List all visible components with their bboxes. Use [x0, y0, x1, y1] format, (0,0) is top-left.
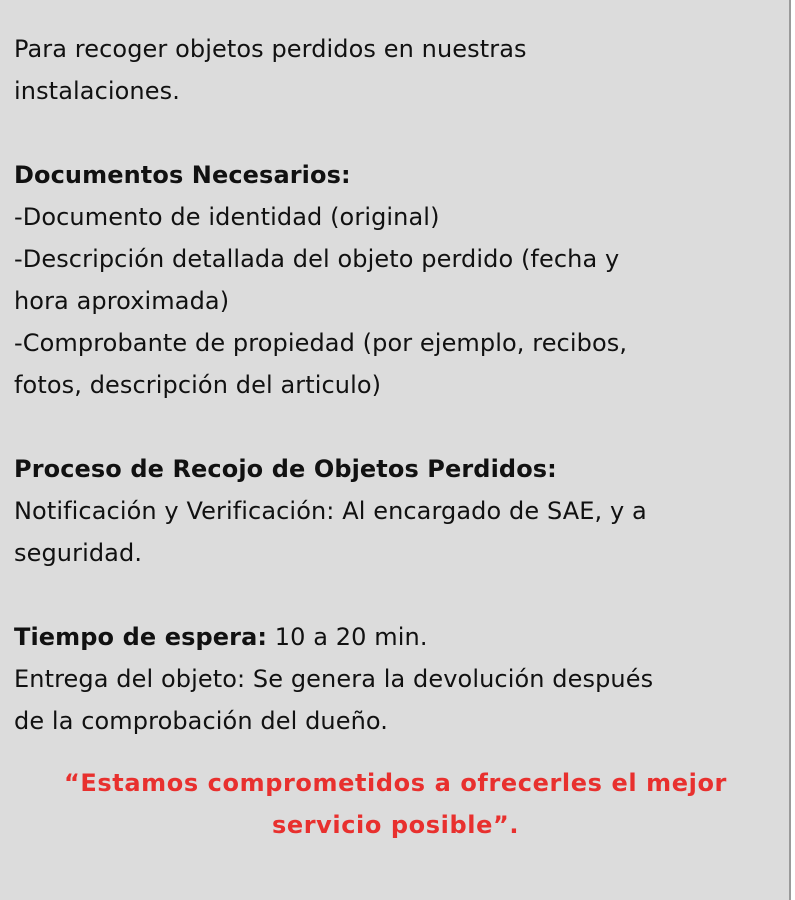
- process-heading: Proceso de Recojo de Objetos Perdidos:: [14, 455, 557, 483]
- spacer: [14, 406, 777, 448]
- wait-time-row: [14, 616, 777, 658]
- wait-time-label: Tiempo de espera:: [14, 623, 268, 651]
- documents-line: hora aproximada): [14, 287, 230, 315]
- service-quote: [0, 762, 791, 846]
- documents-heading: Documentos Necesarios:: [14, 161, 351, 189]
- quote-line-2: servicio posible”.: [271, 811, 520, 839]
- wait-time-value: 10 a 20 min.: [267, 623, 428, 651]
- documents-line: -Descripción detallada del objeto perdido (fecha y: [14, 245, 620, 273]
- spacer: [14, 112, 777, 154]
- quote-line-1: “Estamos comprometidos a ofrecerles el mejor: [64, 769, 727, 797]
- process-line: Notificación y Verificación: Al encargado de SAE, y a: [14, 497, 647, 525]
- intro-line-1: Para recoger objetos perdidos en nuestras: [14, 35, 527, 63]
- documents-line: -Comprobante de propiedad (por ejemplo, recibos,: [14, 329, 628, 357]
- delivery-line: Entrega del objeto: Se genera la devolución después: [14, 665, 654, 693]
- spacer: [14, 574, 777, 616]
- intro-line-2: instalaciones.: [14, 77, 180, 105]
- delivery-line: de la comprobación del dueño.: [14, 707, 388, 735]
- process-line: seguridad.: [14, 539, 143, 567]
- documents-line: -Documento de identidad (original): [14, 203, 440, 231]
- documents-line: fotos, descripción del articulo): [14, 371, 382, 399]
